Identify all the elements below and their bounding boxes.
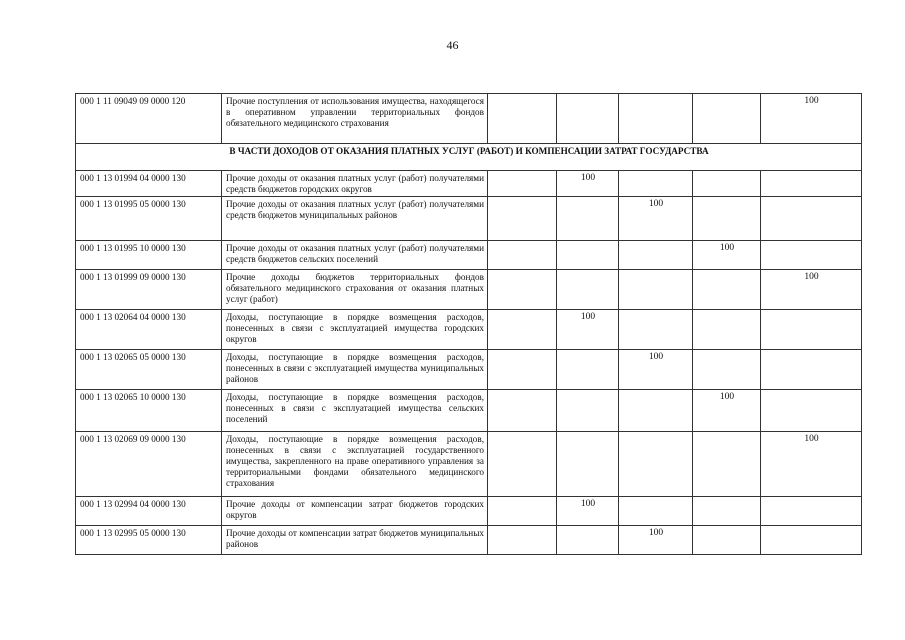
norm-value-v1 (488, 350, 557, 390)
norm-value-v3 (619, 94, 693, 144)
budget-classification-code: 000 1 13 02065 05 0000 130 (76, 350, 222, 390)
norm-value-v2 (557, 432, 619, 497)
norm-value-v4 (693, 310, 761, 350)
norm-value-v2 (557, 197, 619, 241)
budget-classification-code: 000 1 13 01995 05 0000 130 (76, 197, 222, 241)
table-row (76, 390, 862, 432)
revenue-description: Прочие доходы бюджетов территориальных фондов обязательного медицинского страхования от оказания платных услуг (работ) (222, 270, 488, 310)
norm-value-v4 (693, 350, 761, 390)
revenue-description: Прочие доходы от компенсации затрат бюджетов городских округов (222, 497, 488, 526)
norm-value-v2: 100 (557, 497, 619, 526)
revenue-distribution-table (75, 93, 862, 555)
norm-value-v3: 100 (619, 350, 693, 390)
table-row (76, 270, 862, 310)
norm-value-v5: 100 (761, 270, 862, 310)
norm-value-v3: 100 (619, 197, 693, 241)
norm-value-v4 (693, 171, 761, 197)
table-row (76, 497, 862, 526)
norm-value-v1 (488, 390, 557, 432)
norm-value-v5 (761, 310, 862, 350)
norm-value-v5 (761, 526, 862, 555)
norm-value-v3 (619, 497, 693, 526)
norm-value-v3 (619, 310, 693, 350)
budget-classification-code: 000 1 13 02065 10 0000 130 (76, 390, 222, 432)
revenue-description: Доходы, поступающие в порядке возмещения расходов, понесенных в связи с эксплуатацией имущества муниципальных районов (222, 350, 488, 390)
norm-value-v3 (619, 432, 693, 497)
table-row (76, 350, 862, 390)
norm-value-v2 (557, 350, 619, 390)
budget-classification-code: 000 1 13 01994 04 0000 130 (76, 171, 222, 197)
norm-value-v2: 100 (557, 310, 619, 350)
norm-value-v4 (693, 197, 761, 241)
norm-value-v3: 100 (619, 526, 693, 555)
norm-value-v2 (557, 270, 619, 310)
revenue-description: Доходы, поступающие в порядке возмещения расходов, понесенных в связи с эксплуатацией имущества сельских поселений (222, 390, 488, 432)
norm-value-v2: 100 (557, 171, 619, 197)
norm-value-v1 (488, 497, 557, 526)
norm-value-v1 (488, 310, 557, 350)
norm-value-v2 (557, 94, 619, 144)
table-row (76, 310, 862, 350)
table-row (76, 526, 862, 555)
norm-value-v5 (761, 171, 862, 197)
norm-value-v4 (693, 526, 761, 555)
norm-value-v1 (488, 171, 557, 197)
norm-value-v1 (488, 432, 557, 497)
norm-value-v5 (761, 497, 862, 526)
table-row (76, 171, 862, 197)
revenue-description: Прочие доходы от оказания платных услуг (работ) получателями средств бюджетов сельских поселений (222, 241, 488, 270)
norm-value-v4 (693, 497, 761, 526)
budget-classification-code: 000 1 11 09049 09 0000 120 (76, 94, 222, 144)
norm-value-v1 (488, 241, 557, 270)
revenue-description: Прочие доходы от оказания платных услуг (работ) получателями средств бюджетов муниципальных районов (222, 197, 488, 241)
norm-value-v3 (619, 171, 693, 197)
norm-value-v3 (619, 241, 693, 270)
section-title: В ЧАСТИ ДОХОДОВ ОТ ОКАЗАНИЯ ПЛАТНЫХ УСЛУГ (РАБОТ) И КОМПЕНСАЦИИ ЗАТРАТ ГОСУДАРСТВА (76, 144, 862, 171)
table-row (76, 432, 862, 497)
budget-classification-code: 000 1 13 01995 10 0000 130 (76, 241, 222, 270)
norm-value-v5 (761, 197, 862, 241)
budget-classification-code: 000 1 13 02995 05 0000 130 (76, 526, 222, 555)
table-body (76, 94, 862, 555)
norm-value-v5: 100 (761, 94, 862, 144)
norm-value-v1 (488, 94, 557, 144)
norm-value-v4: 100 (693, 390, 761, 432)
norm-value-v2 (557, 241, 619, 270)
norm-value-v3 (619, 390, 693, 432)
revenue-description: Прочие поступления от использования имущества, находящегося в оперативном управлении территориальных фондов обязательного медицинского страхования (222, 94, 488, 144)
norm-value-v2 (557, 390, 619, 432)
norm-value-v1 (488, 197, 557, 241)
norm-value-v5: 100 (761, 432, 862, 497)
norm-value-v5 (761, 390, 862, 432)
budget-classification-code: 000 1 13 01999 09 0000 130 (76, 270, 222, 310)
norm-value-v1 (488, 526, 557, 555)
norm-value-v5 (761, 350, 862, 390)
norm-value-v4 (693, 432, 761, 497)
page-number: 46 (446, 38, 459, 52)
revenue-description: Доходы, поступающие в порядке возмещения расходов, понесенных в связи с эксплуатацией имущества городских округов (222, 310, 488, 350)
norm-value-v1 (488, 270, 557, 310)
norm-value-v5 (761, 241, 862, 270)
revenue-description: Прочие доходы от компенсации затрат бюджетов муниципальных районов (222, 526, 488, 555)
norm-value-v4: 100 (693, 241, 761, 270)
section-header-row (76, 144, 862, 171)
table-row (76, 197, 862, 241)
revenue-description: Прочие доходы от оказания платных услуг (работ) получателями средств бюджетов городских округов (222, 171, 488, 197)
table-row (76, 241, 862, 270)
budget-classification-code: 000 1 13 02069 09 0000 130 (76, 432, 222, 497)
table-row (76, 94, 862, 144)
budget-classification-code: 000 1 13 02994 04 0000 130 (76, 497, 222, 526)
norm-value-v4 (693, 270, 761, 310)
revenue-description: Доходы, поступающие в порядке возмещения расходов, понесенных в связи с эксплуатацией государственного имущества, закрепленного на праве оперативного управления за территориальными фондами обязательного медицинского страхования (222, 432, 488, 497)
norm-value-v4 (693, 94, 761, 144)
norm-value-v3 (619, 270, 693, 310)
norm-value-v2 (557, 526, 619, 555)
budget-classification-code: 000 1 13 02064 04 0000 130 (76, 310, 222, 350)
